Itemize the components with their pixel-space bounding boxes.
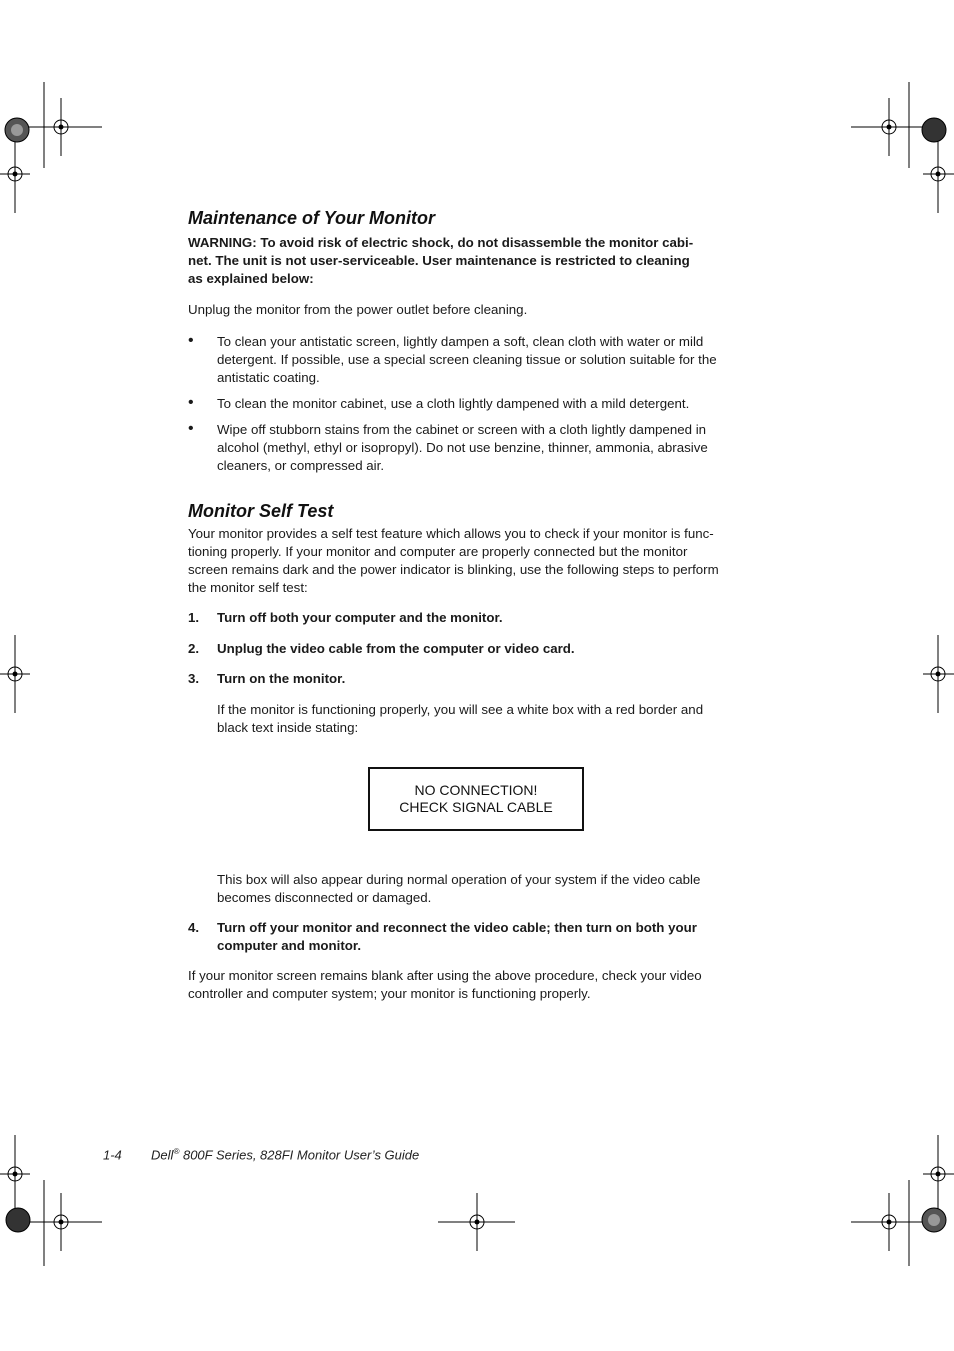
list-item: • To clean the monitor cabinet, use a cloth lightly dampened with a mild detergent. (188, 394, 690, 411)
step-1: 1. Turn off both your computer and the monitor. (188, 610, 503, 625)
list-item: • Wipe off stubborn stains from the cabinet or screen with a cloth lightly dampened in alcohol (methyl, ethyl or isopropyl). Do not use benzine, thinner, ammonia, abrasive cleaners, or compressed air. (188, 420, 708, 473)
no-connection-message-box: NO CONNECTION! CHECK SIGNAL CABLE (368, 767, 584, 831)
footer-guide-title: 800F Series, 828FI Monitor User’s Guide (179, 1147, 420, 1163)
footer-brand: Dell (151, 1147, 174, 1163)
bullet-icon: • (188, 420, 194, 437)
bullet-icon: • (188, 394, 194, 411)
self-test-steps (188, 609, 768, 955)
closing-paragraph: If your monitor screen remains blank after using the above procedure, check your video controller and computer system; your monitor is functioning properly. (188, 968, 702, 1001)
warning-text: WARNING: To avoid risk of electric shock, do not disassemble the monitor cabi- net. The unit is not user-serviceable. User maintenance is restricted to cleaning as explained below: (188, 235, 694, 286)
list-item: • To clean your antistatic screen, lightly dampen a soft, clean cloth with water or mild detergent. If possible, use a special screen cleaning tissue or solution suitable for the antistatic coating. (188, 332, 717, 385)
step-4: 4. Turn off your monitor and reconnect the video cable; then turn on both your computer and monitor. (188, 920, 697, 953)
self-test-intro: Your monitor provides a self test feature which allows you to check if your monitor is func- tioning properly. If your monitor and computer are properly connected but the monitor screen remains dark and the power indicator is blinking, use the following steps to perform the monitor self test: (188, 526, 719, 595)
step-3: 3. Turn on the monitor. (188, 671, 346, 686)
step-3-note: If the monitor is functioning properly, you will see a white box with a red border and black text inside stating: (217, 702, 704, 735)
self-test-heading: Monitor Self Test (188, 501, 334, 521)
unplug-paragraph: Unplug the monitor from the power outlet before cleaning. (188, 302, 528, 317)
step-2: 2. Unplug the video cable from the computer or video card. (188, 641, 575, 656)
box-note: This box will also appear during normal operation of your system if the video cable becomes disconnected or damaged. (217, 872, 701, 905)
page-content (188, 206, 768, 1003)
registered-mark: ® (173, 1147, 180, 1156)
page-number: 1-4 (103, 1147, 122, 1163)
cleaning-bullet-list (188, 333, 768, 475)
signal-box-wrapper (188, 767, 768, 831)
page-footer (103, 1147, 419, 1162)
bullet-icon: • (188, 332, 194, 349)
maintenance-heading: Maintenance of Your Monitor (188, 208, 436, 228)
